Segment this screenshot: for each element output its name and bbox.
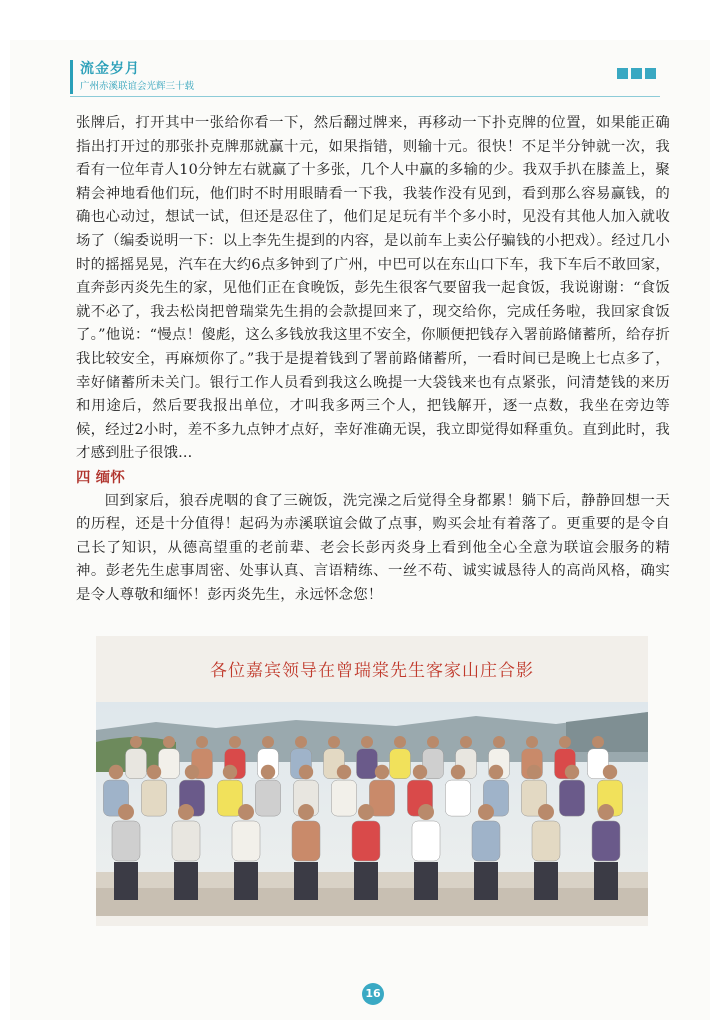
person-head — [526, 736, 538, 748]
person-body — [445, 780, 470, 816]
person-body — [472, 821, 500, 861]
person-legs — [354, 862, 378, 900]
person-body — [232, 821, 260, 861]
photo-caption: 各位嘉宾领导在曾瑞棠先生客家山庄合影 — [210, 661, 534, 681]
person-head — [598, 804, 614, 820]
person-head — [196, 736, 208, 748]
person-head — [460, 736, 472, 748]
person-head — [299, 765, 313, 779]
person-head — [328, 736, 340, 748]
person-head — [592, 736, 604, 748]
person-body — [292, 821, 320, 861]
person-legs — [234, 862, 258, 900]
header-squares-icon — [617, 68, 656, 79]
person-body — [126, 749, 147, 779]
person-body — [352, 821, 380, 861]
person-head — [358, 804, 374, 820]
person-legs — [174, 862, 198, 900]
person-head — [163, 736, 175, 748]
person-head — [394, 736, 406, 748]
header-divider — [70, 96, 660, 97]
person-body — [390, 749, 411, 779]
person-head — [361, 736, 373, 748]
person-head — [229, 736, 241, 748]
paragraph: 张牌后，打开其中一张给你看一下，然后翻过牌来，再移动一下扑克牌的位置，如果能正确指出打开过的那张扑克牌那就赢十元，如果指错，则输十元。很快！不足半分钟就一次，我看有一位年青人10分钟左右就赢了十多张，几个人中赢的多输的少。我双手扒在膝盖上，聚精会神地看他们玩，他们时不时用眼睛看一下我，我装作没有见到，看到那么容易赢钱，的确也心动过，想试一试，但还是忍住了，他们足足玩有半个多小时，见没有其他人加入就收场了（编委说明一下：以上李先生提到的内容，是以前车上卖公仔骗钱的小把戏）。经过几小时的摇摇晃晃，汽车在大约6点多钟到了广州，中巴可以在东山口下车，我下车后不敢回家，直奔彭丙炎先生的家，见他们正在食晚饭，彭先生很客气要留我一起食饭，我说谢谢：“食饭就不必了，我去松岗把曾瑞棠先生捐的会款提回来了，现交给你，完成任务啦，我回家食饭了。”他说：“慢点！傻彪，这么多钱放我这里不安全，你顺便把钱存入署前路储蓄所，给存折我比较安全，再麻烦你了。”我于是提着钱到了署前路储蓄所，一看时间已是晚上七点多了，幸好储蓄所未关门。银行工作人员看到我这么晚提一大袋钱来也有点紧张，问清楚钱的来历和用途后，然后要我报出单位，才叫我多两三个人，把钱解开，逐一点数，我坐在旁边等候，经过2小时，差不多九点钟才点好，幸好准确无误，我立即觉得如释重负。直到此时，我才感到肚子很饿... — [76, 115, 670, 462]
header-accent-bar — [70, 60, 73, 94]
person-head — [185, 765, 199, 779]
photo-block — [96, 636, 648, 926]
section-heading: 四 缅怀 — [76, 468, 125, 486]
article-body — [76, 112, 670, 607]
page-header — [70, 58, 660, 98]
person-legs — [294, 862, 318, 900]
person-legs — [414, 862, 438, 900]
group-photo — [96, 702, 648, 916]
person-head — [298, 804, 314, 820]
person-head — [493, 736, 505, 748]
person-body — [559, 780, 584, 816]
header-subtitle: 广州赤溪联谊会光辉三十载 — [80, 81, 195, 92]
page-number: 16 — [362, 983, 384, 1005]
person-head — [262, 736, 274, 748]
person-head — [418, 804, 434, 820]
person-head — [375, 765, 389, 779]
person-head — [261, 765, 275, 779]
person-head — [451, 765, 465, 779]
person-head — [147, 765, 161, 779]
person-head — [527, 765, 541, 779]
person-head — [565, 765, 579, 779]
person-body — [331, 780, 356, 816]
person-body — [412, 821, 440, 861]
person-head — [427, 736, 439, 748]
person-legs — [114, 862, 138, 900]
person-body — [255, 780, 280, 816]
person-body — [141, 780, 166, 816]
person-head — [538, 804, 554, 820]
section-paragraph: 回到家后，狼吞虎咽的食了三碗饭，洗完澡之后觉得全身都累！躺下后，静静回想一天的历程，还是十分值得！起码为赤溪联谊会做了点事，购买会址有着落了。更重要的是令自己长了知识，从德高望重的老前辈、老会长彭丙炎身上看到他全心全意为联谊会服务的精神。彭老先生虑事周密、处事认真、言语精练、一丝不苟、诚实诚恳待人的高尚风格，确实是令人尊敬和缅怀！彭丙炎先生，永远怀念您！ — [76, 492, 670, 603]
person-body — [172, 821, 200, 861]
person-head — [109, 765, 123, 779]
person-legs — [594, 862, 618, 900]
person-head — [118, 804, 134, 820]
person-legs — [474, 862, 498, 900]
person-head — [413, 765, 427, 779]
person-head — [478, 804, 494, 820]
person-body — [112, 821, 140, 861]
person-head — [178, 804, 194, 820]
person-body — [532, 821, 560, 861]
person-head — [130, 736, 142, 748]
person-head — [337, 765, 351, 779]
person-body — [592, 821, 620, 861]
person-head — [559, 736, 571, 748]
person-legs — [534, 862, 558, 900]
person-head — [603, 765, 617, 779]
header-title: 流金岁月 — [80, 61, 140, 77]
person-body — [357, 749, 378, 779]
person-body — [159, 749, 180, 779]
person-head — [238, 804, 254, 820]
person-head — [295, 736, 307, 748]
person-head — [223, 765, 237, 779]
person-head — [489, 765, 503, 779]
